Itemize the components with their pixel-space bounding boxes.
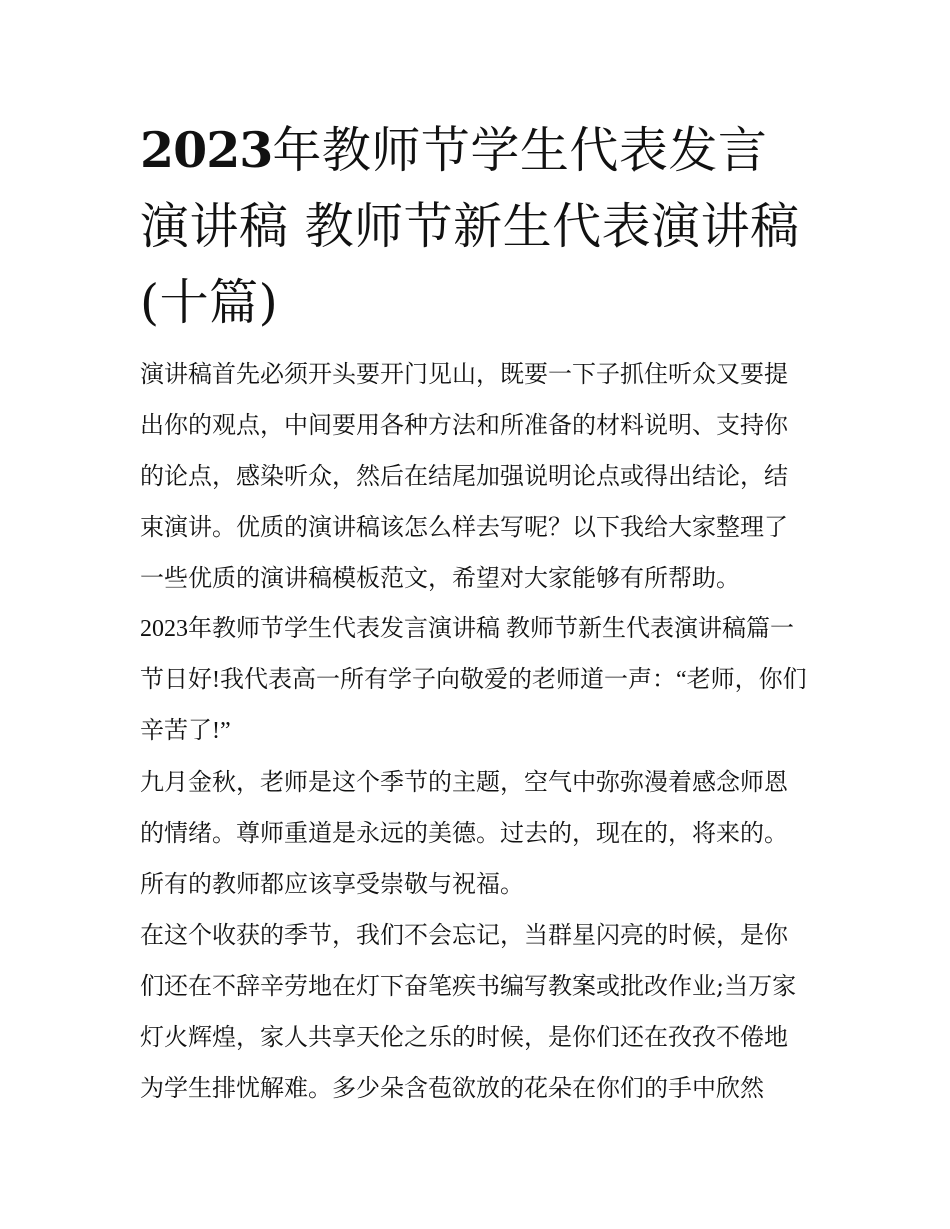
document-body	[140, 349, 810, 1114]
body-paragraph: 九月金秋，老师是这个季节的主题，空气中弥弥漫着感念师恩的情绪。尊师重道是永远的美德。过去的，现在的，将来的。所有的教师都应该享受崇敬与祝福。	[140, 768, 788, 898]
title-year: 2023	[140, 121, 273, 179]
document-title	[140, 112, 810, 341]
speech-heading-paragraph: 2023年教师节学生代表发言演讲稿 教师节新生代表演讲稿篇一 节日好!我代表高一所有学子向敬爱的老师道一声：“老师，你们辛苦了!”	[140, 616, 807, 744]
intro-paragraph: 演讲稿首先必须开头要开门见山，既要一下子抓住听众又要提出你的观点，中间要用各种方法和所准备的材料说明、支持你的论点，感染听众，然后在结尾加强说明论点或得出结论，结束演讲。优质的演讲稿该怎么样去写呢？以下我给大家整理了一些优质的演讲稿模板范文，希望对大家能够有所帮助。	[140, 360, 788, 592]
title-text: 年教师节学生代表发言演讲稿 教师节新生代表演讲稿(十篇)	[140, 122, 800, 331]
document-content	[140, 112, 810, 1114]
body-paragraph: 在这个收获的季节，我们不会忘记，当群星闪亮的时候，是你们还在不辞辛劳地在灯下奋笔疾书编写教案或批改作业;当万家灯火辉煌，家人共享天伦之乐的时候，是你们还在孜孜不倦地为学生排忧解难。多少朵含苞欲放的花朵在你们的手中欣然	[140, 921, 797, 1102]
